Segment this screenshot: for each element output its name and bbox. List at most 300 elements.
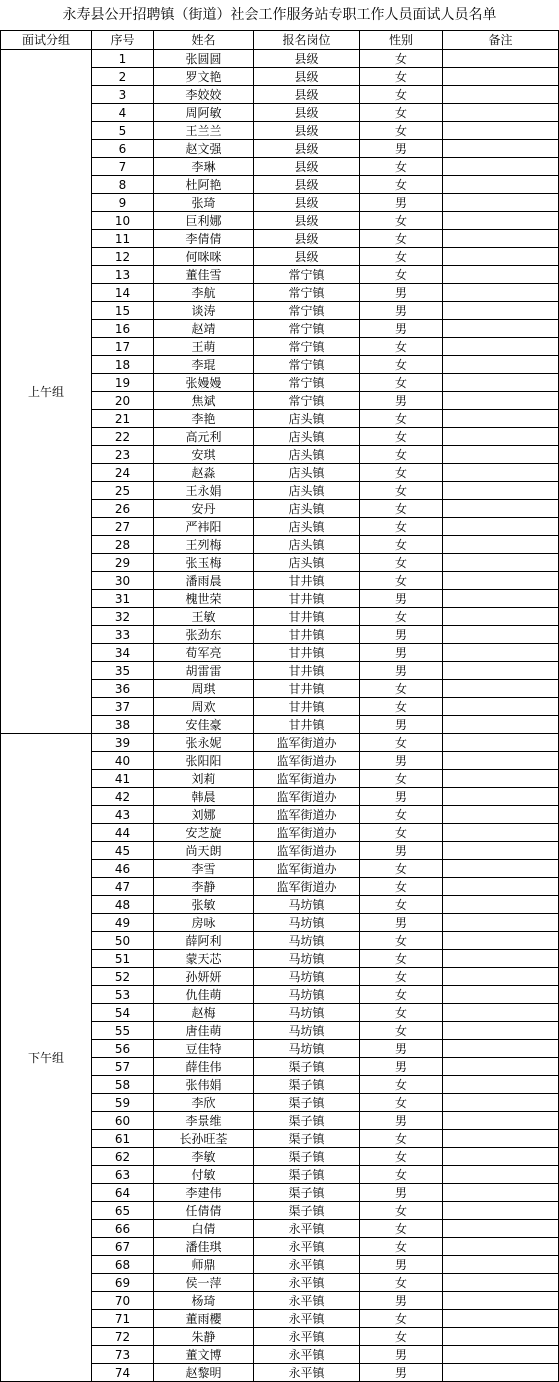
- gender-cell: 女: [360, 1076, 443, 1094]
- name-cell: 尚天朗: [154, 842, 254, 860]
- number-cell: 67: [92, 1238, 154, 1256]
- remark-cell: [443, 338, 559, 356]
- name-cell: 王列梅: [154, 536, 254, 554]
- post-cell: 县级: [254, 212, 360, 230]
- name-cell: 张嫚嫚: [154, 374, 254, 392]
- number-cell: 66: [92, 1220, 154, 1238]
- gender-cell: 女: [360, 122, 443, 140]
- gender-cell: 男: [360, 1256, 443, 1274]
- post-cell: 甘井镇: [254, 626, 360, 644]
- post-cell: 监军街道办: [254, 842, 360, 860]
- gender-cell: 女: [360, 554, 443, 572]
- number-cell: 37: [92, 698, 154, 716]
- gender-cell: 女: [360, 410, 443, 428]
- name-cell: 巨利娜: [154, 212, 254, 230]
- number-cell: 6: [92, 140, 154, 158]
- remark-cell: [443, 734, 559, 752]
- post-cell: 常宁镇: [254, 284, 360, 302]
- gender-cell: 女: [360, 680, 443, 698]
- post-cell: 监军街道办: [254, 824, 360, 842]
- name-cell: 仇佳萌: [154, 986, 254, 1004]
- header-gender: 性别: [360, 31, 443, 50]
- remark-cell: [443, 1274, 559, 1292]
- post-cell: 店头镇: [254, 536, 360, 554]
- post-cell: 甘井镇: [254, 698, 360, 716]
- number-cell: 2: [92, 68, 154, 86]
- number-cell: 40: [92, 752, 154, 770]
- remark-cell: [443, 464, 559, 482]
- number-cell: 8: [92, 176, 154, 194]
- gender-cell: 女: [360, 518, 443, 536]
- post-cell: 永平镇: [254, 1364, 360, 1382]
- post-cell: 县级: [254, 68, 360, 86]
- remark-cell: [443, 1112, 559, 1130]
- remark-cell: [443, 860, 559, 878]
- number-cell: 42: [92, 788, 154, 806]
- number-cell: 68: [92, 1256, 154, 1274]
- number-cell: 28: [92, 536, 154, 554]
- remark-cell: [443, 806, 559, 824]
- remark-cell: [443, 176, 559, 194]
- post-cell: 常宁镇: [254, 356, 360, 374]
- name-cell: 薛佳伟: [154, 1058, 254, 1076]
- gender-cell: 男: [360, 914, 443, 932]
- gender-cell: 女: [360, 1004, 443, 1022]
- number-cell: 59: [92, 1094, 154, 1112]
- header-name: 姓名: [154, 31, 254, 50]
- post-cell: 县级: [254, 176, 360, 194]
- remark-cell: [443, 1148, 559, 1166]
- post-cell: 甘井镇: [254, 590, 360, 608]
- post-cell: 店头镇: [254, 482, 360, 500]
- post-cell: 常宁镇: [254, 302, 360, 320]
- remark-cell: [443, 842, 559, 860]
- header-post: 报名岗位: [254, 31, 360, 50]
- name-cell: 赵黎明: [154, 1364, 254, 1382]
- gender-cell: 女: [360, 572, 443, 590]
- name-cell: 荀军亮: [154, 644, 254, 662]
- gender-cell: 女: [360, 176, 443, 194]
- name-cell: 槐世荣: [154, 590, 254, 608]
- name-cell: 刘娜: [154, 806, 254, 824]
- remark-cell: [443, 788, 559, 806]
- remark-cell: [443, 1202, 559, 1220]
- post-cell: 永平镇: [254, 1238, 360, 1256]
- gender-cell: 女: [360, 608, 443, 626]
- number-cell: 61: [92, 1130, 154, 1148]
- remark-cell: [443, 374, 559, 392]
- table-row: [1, 734, 559, 752]
- remark-cell: [443, 68, 559, 86]
- name-cell: 安琪: [154, 446, 254, 464]
- remark-cell: [443, 482, 559, 500]
- remark-cell: [443, 1130, 559, 1148]
- remark-cell: [443, 230, 559, 248]
- name-cell: 高元利: [154, 428, 254, 446]
- number-cell: 13: [92, 266, 154, 284]
- gender-cell: 女: [360, 104, 443, 122]
- number-cell: 58: [92, 1076, 154, 1094]
- number-cell: 29: [92, 554, 154, 572]
- number-cell: 44: [92, 824, 154, 842]
- post-cell: 永平镇: [254, 1220, 360, 1238]
- number-cell: 31: [92, 590, 154, 608]
- name-cell: 李琳: [154, 158, 254, 176]
- number-cell: 3: [92, 86, 154, 104]
- number-cell: 11: [92, 230, 154, 248]
- remark-cell: [443, 158, 559, 176]
- gender-cell: 女: [360, 950, 443, 968]
- remark-cell: [443, 770, 559, 788]
- gender-cell: 男: [360, 1058, 443, 1076]
- name-cell: 董文博: [154, 1346, 254, 1364]
- post-cell: 马坊镇: [254, 1004, 360, 1022]
- post-cell: 监军街道办: [254, 878, 360, 896]
- number-cell: 25: [92, 482, 154, 500]
- remark-cell: [443, 590, 559, 608]
- gender-cell: 女: [360, 1238, 443, 1256]
- remark-cell: [443, 644, 559, 662]
- post-cell: 县级: [254, 230, 360, 248]
- remark-cell: [443, 1022, 559, 1040]
- gender-cell: 女: [360, 1022, 443, 1040]
- post-cell: 马坊镇: [254, 896, 360, 914]
- post-cell: 甘井镇: [254, 716, 360, 734]
- remark-cell: [443, 392, 559, 410]
- remark-cell: [443, 680, 559, 698]
- group-cell: 上午组: [1, 50, 92, 734]
- remark-cell: [443, 86, 559, 104]
- gender-cell: 女: [360, 734, 443, 752]
- number-cell: 51: [92, 950, 154, 968]
- name-cell: 杜阿艳: [154, 176, 254, 194]
- gender-cell: 女: [360, 446, 443, 464]
- gender-cell: 女: [360, 212, 443, 230]
- name-cell: 蒙天芯: [154, 950, 254, 968]
- post-cell: 渠子镇: [254, 1148, 360, 1166]
- number-cell: 65: [92, 1202, 154, 1220]
- post-cell: 店头镇: [254, 446, 360, 464]
- post-cell: 永平镇: [254, 1256, 360, 1274]
- number-cell: 4: [92, 104, 154, 122]
- name-cell: 李雪: [154, 860, 254, 878]
- remark-cell: [443, 896, 559, 914]
- remark-cell: [443, 698, 559, 716]
- header-number: 序号: [92, 31, 154, 50]
- number-cell: 52: [92, 968, 154, 986]
- remark-cell: [443, 1058, 559, 1076]
- post-cell: 店头镇: [254, 518, 360, 536]
- number-cell: 45: [92, 842, 154, 860]
- name-cell: 李琨: [154, 356, 254, 374]
- name-cell: 长孙旺荃: [154, 1130, 254, 1148]
- name-cell: 薛阿利: [154, 932, 254, 950]
- number-cell: 60: [92, 1112, 154, 1130]
- number-cell: 14: [92, 284, 154, 302]
- gender-cell: 女: [360, 1166, 443, 1184]
- name-cell: 谈涛: [154, 302, 254, 320]
- remark-cell: [443, 266, 559, 284]
- gender-cell: 男: [360, 1040, 443, 1058]
- post-cell: 永平镇: [254, 1310, 360, 1328]
- remark-cell: [443, 536, 559, 554]
- name-cell: 师鼎: [154, 1256, 254, 1274]
- post-cell: 渠子镇: [254, 1202, 360, 1220]
- remark-cell: [443, 212, 559, 230]
- name-cell: 周阿敏: [154, 104, 254, 122]
- number-cell: 32: [92, 608, 154, 626]
- post-cell: 常宁镇: [254, 338, 360, 356]
- post-cell: 县级: [254, 50, 360, 68]
- post-cell: 甘井镇: [254, 608, 360, 626]
- gender-cell: 女: [360, 1130, 443, 1148]
- number-cell: 47: [92, 878, 154, 896]
- number-cell: 17: [92, 338, 154, 356]
- number-cell: 19: [92, 374, 154, 392]
- name-cell: 白倩: [154, 1220, 254, 1238]
- name-cell: 张敏: [154, 896, 254, 914]
- post-cell: 县级: [254, 104, 360, 122]
- remark-cell: [443, 1346, 559, 1364]
- number-cell: 57: [92, 1058, 154, 1076]
- remark-cell: [443, 662, 559, 680]
- post-cell: 马坊镇: [254, 968, 360, 986]
- name-cell: 罗文艳: [154, 68, 254, 86]
- number-cell: 41: [92, 770, 154, 788]
- gender-cell: 女: [360, 1148, 443, 1166]
- remark-cell: [443, 950, 559, 968]
- gender-cell: 女: [360, 356, 443, 374]
- name-cell: 胡雷雷: [154, 662, 254, 680]
- number-cell: 12: [92, 248, 154, 266]
- number-cell: 74: [92, 1364, 154, 1382]
- gender-cell: 女: [360, 266, 443, 284]
- post-cell: 县级: [254, 194, 360, 212]
- gender-cell: 男: [360, 284, 443, 302]
- number-cell: 46: [92, 860, 154, 878]
- remark-cell: [443, 752, 559, 770]
- table-body: [1, 50, 559, 1382]
- remark-cell: [443, 914, 559, 932]
- gender-cell: 女: [360, 68, 443, 86]
- gender-cell: 女: [360, 878, 443, 896]
- remark-cell: [443, 716, 559, 734]
- remark-cell: [443, 1184, 559, 1202]
- gender-cell: 男: [360, 788, 443, 806]
- name-cell: 李倩倩: [154, 230, 254, 248]
- remark-cell: [443, 410, 559, 428]
- post-cell: 甘井镇: [254, 680, 360, 698]
- number-cell: 9: [92, 194, 154, 212]
- gender-cell: 男: [360, 302, 443, 320]
- remark-cell: [443, 356, 559, 374]
- gender-cell: 女: [360, 248, 443, 266]
- post-cell: 县级: [254, 122, 360, 140]
- remark-cell: [443, 608, 559, 626]
- remark-cell: [443, 104, 559, 122]
- post-cell: 常宁镇: [254, 374, 360, 392]
- remark-cell: [443, 1328, 559, 1346]
- gender-cell: 女: [360, 1094, 443, 1112]
- number-cell: 38: [92, 716, 154, 734]
- post-cell: 马坊镇: [254, 932, 360, 950]
- name-cell: 刘莉: [154, 770, 254, 788]
- number-cell: 34: [92, 644, 154, 662]
- name-cell: 房咏: [154, 914, 254, 932]
- post-cell: 渠子镇: [254, 1094, 360, 1112]
- remark-cell: [443, 122, 559, 140]
- header-row: [1, 31, 559, 50]
- name-cell: 杨琦: [154, 1292, 254, 1310]
- name-cell: 周琪: [154, 680, 254, 698]
- post-cell: 店头镇: [254, 410, 360, 428]
- remark-cell: [443, 1220, 559, 1238]
- post-cell: 监军街道办: [254, 770, 360, 788]
- number-cell: 24: [92, 464, 154, 482]
- remark-cell: [443, 878, 559, 896]
- number-cell: 20: [92, 392, 154, 410]
- name-cell: 王永娟: [154, 482, 254, 500]
- remark-cell: [443, 968, 559, 986]
- number-cell: 54: [92, 1004, 154, 1022]
- number-cell: 21: [92, 410, 154, 428]
- number-cell: 27: [92, 518, 154, 536]
- post-cell: 永平镇: [254, 1274, 360, 1292]
- remark-cell: [443, 1076, 559, 1094]
- name-cell: 李建伟: [154, 1184, 254, 1202]
- gender-cell: 女: [360, 428, 443, 446]
- post-cell: 县级: [254, 248, 360, 266]
- name-cell: 李艳: [154, 410, 254, 428]
- gender-cell: 女: [360, 896, 443, 914]
- number-cell: 49: [92, 914, 154, 932]
- remark-cell: [443, 824, 559, 842]
- number-cell: 55: [92, 1022, 154, 1040]
- post-cell: 渠子镇: [254, 1058, 360, 1076]
- name-cell: 安芝旋: [154, 824, 254, 842]
- gender-cell: 男: [360, 842, 443, 860]
- remark-cell: [443, 1166, 559, 1184]
- gender-cell: 女: [360, 1310, 443, 1328]
- gender-cell: 男: [360, 392, 443, 410]
- remark-cell: [443, 500, 559, 518]
- gender-cell: 女: [360, 860, 443, 878]
- name-cell: 王敏: [154, 608, 254, 626]
- post-cell: 马坊镇: [254, 1040, 360, 1058]
- name-cell: 王萌: [154, 338, 254, 356]
- name-cell: 任倩倩: [154, 1202, 254, 1220]
- post-cell: 渠子镇: [254, 1076, 360, 1094]
- post-cell: 常宁镇: [254, 266, 360, 284]
- remark-cell: [443, 302, 559, 320]
- gender-cell: 男: [360, 320, 443, 338]
- number-cell: 36: [92, 680, 154, 698]
- name-cell: 王兰兰: [154, 122, 254, 140]
- remark-cell: [443, 446, 559, 464]
- gender-cell: 男: [360, 1112, 443, 1130]
- remark-cell: [443, 1310, 559, 1328]
- name-cell: 张劲东: [154, 626, 254, 644]
- name-cell: 李航: [154, 284, 254, 302]
- name-cell: 安丹: [154, 500, 254, 518]
- gender-cell: 女: [360, 698, 443, 716]
- name-cell: 张永妮: [154, 734, 254, 752]
- number-cell: 53: [92, 986, 154, 1004]
- number-cell: 48: [92, 896, 154, 914]
- post-cell: 店头镇: [254, 500, 360, 518]
- post-cell: 常宁镇: [254, 392, 360, 410]
- name-cell: 安佳豪: [154, 716, 254, 734]
- number-cell: 43: [92, 806, 154, 824]
- number-cell: 72: [92, 1328, 154, 1346]
- number-cell: 1: [92, 50, 154, 68]
- gender-cell: 男: [360, 716, 443, 734]
- number-cell: 5: [92, 122, 154, 140]
- remark-cell: [443, 1238, 559, 1256]
- gender-cell: 女: [360, 338, 443, 356]
- post-cell: 监军街道办: [254, 788, 360, 806]
- number-cell: 39: [92, 734, 154, 752]
- post-cell: 监军街道办: [254, 734, 360, 752]
- gender-cell: 女: [360, 986, 443, 1004]
- name-cell: 唐佳萌: [154, 1022, 254, 1040]
- remark-cell: [443, 320, 559, 338]
- name-cell: 焦斌: [154, 392, 254, 410]
- name-cell: 周欢: [154, 698, 254, 716]
- number-cell: 18: [92, 356, 154, 374]
- post-cell: 店头镇: [254, 428, 360, 446]
- name-cell: 董佳雪: [154, 266, 254, 284]
- post-cell: 甘井镇: [254, 662, 360, 680]
- gender-cell: 男: [360, 590, 443, 608]
- post-cell: 永平镇: [254, 1328, 360, 1346]
- remark-cell: [443, 194, 559, 212]
- gender-cell: 男: [360, 1292, 443, 1310]
- number-cell: 7: [92, 158, 154, 176]
- document-title: 永寿县公开招聘镇（街道）社会工作服务站专职工作人员面试人员名单: [62, 7, 497, 23]
- gender-cell: 女: [360, 230, 443, 248]
- name-cell: 赵淼: [154, 464, 254, 482]
- name-cell: 孙妍妍: [154, 968, 254, 986]
- gender-cell: 男: [360, 626, 443, 644]
- name-cell: 朱静: [154, 1328, 254, 1346]
- remark-cell: [443, 1256, 559, 1274]
- gender-cell: 女: [360, 536, 443, 554]
- post-cell: 马坊镇: [254, 986, 360, 1004]
- gender-cell: 女: [360, 374, 443, 392]
- remark-cell: [443, 140, 559, 158]
- name-cell: 张伟娟: [154, 1076, 254, 1094]
- gender-cell: 男: [360, 1184, 443, 1202]
- name-cell: 张圆圆: [154, 50, 254, 68]
- name-cell: 李欣: [154, 1094, 254, 1112]
- gender-cell: 女: [360, 1274, 443, 1292]
- post-cell: 马坊镇: [254, 914, 360, 932]
- name-cell: 赵文强: [154, 140, 254, 158]
- number-cell: 56: [92, 1040, 154, 1058]
- number-cell: 71: [92, 1310, 154, 1328]
- number-cell: 69: [92, 1274, 154, 1292]
- gender-cell: 女: [360, 824, 443, 842]
- post-cell: 监军街道办: [254, 752, 360, 770]
- number-cell: 22: [92, 428, 154, 446]
- post-cell: 甘井镇: [254, 644, 360, 662]
- post-cell: 马坊镇: [254, 1022, 360, 1040]
- number-cell: 15: [92, 302, 154, 320]
- gender-cell: 男: [360, 1346, 443, 1364]
- gender-cell: 女: [360, 1220, 443, 1238]
- post-cell: 县级: [254, 158, 360, 176]
